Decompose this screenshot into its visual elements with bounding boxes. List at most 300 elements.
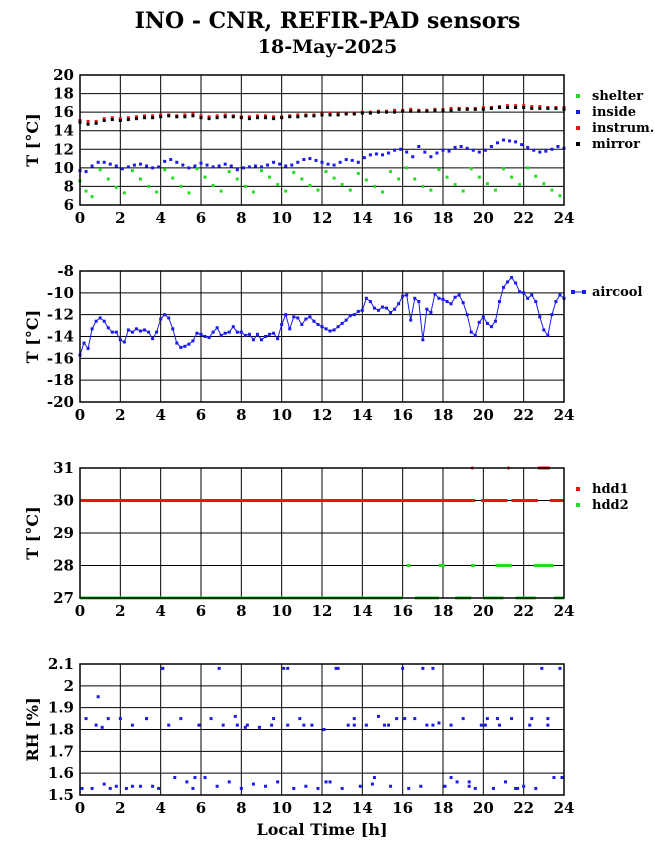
data-point xyxy=(103,119,106,122)
data-point xyxy=(393,308,396,311)
data-point xyxy=(353,717,356,720)
data-point xyxy=(300,323,303,326)
x-tick-label: 24 xyxy=(553,799,575,817)
data-point xyxy=(310,724,313,727)
data-point xyxy=(302,158,305,161)
data-point xyxy=(248,117,251,120)
data-point xyxy=(373,307,376,310)
data-point xyxy=(417,145,420,148)
series-shelter xyxy=(79,166,562,198)
data-point xyxy=(381,191,384,194)
data-point xyxy=(175,161,178,164)
data-point xyxy=(429,155,432,158)
data-point xyxy=(97,161,100,164)
data-point xyxy=(135,327,138,330)
data-point xyxy=(103,320,106,323)
x-tick-label: 10 xyxy=(271,799,293,817)
data-point xyxy=(99,168,102,171)
data-point xyxy=(252,338,255,341)
data-point xyxy=(494,189,497,192)
chart-title: INO - CNR, REFIR-PAD sensors xyxy=(134,8,521,34)
data-point xyxy=(123,191,126,194)
data-point xyxy=(159,115,162,118)
data-point xyxy=(252,191,255,194)
data-point xyxy=(232,115,235,118)
legend-marker xyxy=(582,290,586,294)
data-point xyxy=(413,717,416,720)
y-tick-label: 29 xyxy=(53,524,74,542)
data-point xyxy=(115,165,118,168)
y-tick-label: 2.1 xyxy=(47,655,74,673)
data-point xyxy=(357,161,360,164)
data-point xyxy=(480,724,483,727)
data-point xyxy=(544,150,547,153)
data-point xyxy=(300,178,303,181)
data-point xyxy=(91,195,94,198)
data-point xyxy=(200,162,203,165)
data-point xyxy=(361,309,364,312)
data-point xyxy=(522,291,525,294)
data-point xyxy=(333,177,336,180)
data-point xyxy=(210,717,213,720)
data-point xyxy=(314,159,317,162)
data-point xyxy=(345,113,348,116)
legend-marker xyxy=(576,503,580,507)
data-point xyxy=(532,149,535,152)
data-point xyxy=(550,148,553,151)
data-point xyxy=(506,106,509,109)
data-point xyxy=(369,153,372,156)
data-point xyxy=(204,776,207,779)
data-point xyxy=(163,168,166,171)
x-tick-label: 22 xyxy=(513,406,535,424)
data-point xyxy=(558,194,561,197)
data-point xyxy=(183,345,186,348)
data-point xyxy=(139,163,142,166)
data-point xyxy=(95,724,98,727)
data-point xyxy=(268,176,271,179)
x-tick-label: 10 xyxy=(271,602,293,620)
data-point xyxy=(401,110,404,113)
data-point xyxy=(244,185,247,188)
data-point xyxy=(127,118,130,121)
data-point xyxy=(373,776,376,779)
data-point xyxy=(232,325,235,328)
data-point xyxy=(127,165,130,168)
data-point xyxy=(200,333,203,336)
data-point xyxy=(514,106,517,109)
data-point xyxy=(450,302,453,305)
data-point xyxy=(462,717,465,720)
data-point xyxy=(401,667,404,670)
data-point xyxy=(373,185,376,188)
x-tick-label: 16 xyxy=(392,799,414,817)
data-point xyxy=(99,316,102,319)
data-point xyxy=(85,717,88,720)
data-point xyxy=(558,294,561,297)
data-point xyxy=(220,334,223,337)
data-point xyxy=(484,724,487,727)
data-point xyxy=(383,724,386,727)
data-point xyxy=(228,780,231,783)
data-point xyxy=(478,151,481,154)
y-tick-label: 14 xyxy=(53,121,74,140)
data-point xyxy=(405,294,408,297)
data-point xyxy=(337,667,340,670)
data-point xyxy=(474,108,477,111)
data-point xyxy=(264,335,267,338)
data-point xyxy=(236,168,239,171)
data-point xyxy=(470,167,473,170)
data-point xyxy=(496,141,499,144)
data-point xyxy=(260,165,263,168)
data-point xyxy=(375,152,378,155)
data-point xyxy=(490,325,493,328)
x-tick-label: 20 xyxy=(472,602,494,620)
data-point xyxy=(212,184,215,187)
data-point xyxy=(111,118,114,121)
data-point xyxy=(218,165,221,168)
data-point xyxy=(171,327,174,330)
legend-marker xyxy=(576,94,580,98)
x-tick-label: 16 xyxy=(392,406,414,424)
data-point xyxy=(131,169,134,172)
data-point xyxy=(115,186,118,189)
data-point xyxy=(87,123,90,126)
data-point xyxy=(466,108,469,111)
data-point xyxy=(304,114,307,117)
data-point xyxy=(530,717,533,720)
data-point xyxy=(351,159,354,162)
data-point xyxy=(431,667,434,670)
data-point xyxy=(264,116,267,119)
x-tick-label: 8 xyxy=(236,602,247,620)
data-point xyxy=(429,311,432,314)
data-point xyxy=(212,165,215,168)
data-point xyxy=(228,331,231,334)
data-point xyxy=(169,158,172,161)
data-point xyxy=(298,717,301,720)
data-point xyxy=(359,785,362,788)
data-point xyxy=(357,310,360,313)
data-point xyxy=(220,190,223,193)
data-point xyxy=(193,165,196,168)
data-point xyxy=(83,342,86,345)
data-point xyxy=(472,149,475,152)
legend-marker xyxy=(576,487,580,491)
data-point xyxy=(538,315,541,318)
x-tick-label: 0 xyxy=(74,406,86,424)
data-point xyxy=(526,146,529,149)
x-tick-label: 18 xyxy=(432,602,454,620)
data-point xyxy=(296,316,299,319)
data-point xyxy=(518,290,521,293)
data-point xyxy=(135,117,138,120)
data-point xyxy=(387,152,390,155)
data-point xyxy=(365,297,368,300)
data-point xyxy=(333,164,336,167)
data-point xyxy=(321,325,324,328)
y-tick-label: -8 xyxy=(57,262,74,280)
data-point xyxy=(175,342,178,345)
data-point xyxy=(522,785,525,788)
y-axis-label: T [°C] xyxy=(23,113,42,167)
data-point xyxy=(244,726,247,729)
data-point xyxy=(185,780,188,783)
data-point xyxy=(179,185,182,188)
y-tick-label: -14 xyxy=(46,327,74,346)
data-point xyxy=(341,183,344,186)
data-point xyxy=(115,331,118,334)
data-point xyxy=(179,346,182,349)
data-point xyxy=(151,785,154,788)
data-point xyxy=(304,318,307,321)
data-point xyxy=(329,330,332,333)
data-point xyxy=(385,111,388,114)
data-point xyxy=(377,111,380,114)
data-point xyxy=(308,184,311,187)
data-point xyxy=(145,717,148,720)
data-point xyxy=(349,314,352,317)
data-point xyxy=(538,151,541,154)
data-point xyxy=(87,120,90,123)
data-point xyxy=(139,178,142,181)
data-point xyxy=(429,189,432,192)
data-point xyxy=(115,785,118,788)
data-point xyxy=(526,166,529,169)
data-point xyxy=(272,332,275,335)
data-point xyxy=(323,728,326,731)
data-point xyxy=(312,320,315,323)
y-tick-label: 1.8 xyxy=(47,720,74,739)
data-point xyxy=(312,114,315,117)
x-tick-label: 0 xyxy=(74,209,86,227)
chart-panel-3 xyxy=(23,459,629,620)
data-point xyxy=(337,325,340,328)
data-point xyxy=(333,328,336,331)
data-point xyxy=(389,170,392,173)
x-tick-label: 18 xyxy=(432,799,454,817)
data-point xyxy=(119,338,122,341)
data-point xyxy=(349,189,352,192)
x-tick-label: 4 xyxy=(155,406,166,424)
data-point xyxy=(252,783,255,786)
data-point xyxy=(167,724,170,727)
data-point xyxy=(381,306,384,309)
data-point xyxy=(236,331,239,334)
data-point xyxy=(456,780,459,783)
legend-label: instrum. xyxy=(592,121,655,136)
data-point xyxy=(546,107,549,110)
data-point xyxy=(242,166,245,169)
y-tick-label: 20 xyxy=(53,66,74,84)
data-point xyxy=(470,331,473,334)
x-tick-label: 4 xyxy=(155,799,166,817)
legend-label: inside xyxy=(592,105,637,120)
data-point xyxy=(321,113,324,116)
data-point xyxy=(518,183,521,186)
data-point xyxy=(353,724,356,727)
data-point xyxy=(381,153,384,156)
data-point xyxy=(321,161,324,164)
data-point xyxy=(325,327,328,330)
data-point xyxy=(530,107,533,110)
data-point xyxy=(534,175,537,178)
data-point xyxy=(486,717,489,720)
x-tick-label: 22 xyxy=(513,602,535,620)
x-tick-label: 20 xyxy=(472,406,494,424)
x-tick-label: 22 xyxy=(513,799,535,817)
data-point xyxy=(91,787,94,790)
data-point xyxy=(411,155,414,158)
data-point xyxy=(377,715,380,718)
x-tick-label: 8 xyxy=(236,799,247,817)
data-point xyxy=(393,149,396,152)
data-point xyxy=(107,717,110,720)
data-point xyxy=(478,321,481,324)
data-point xyxy=(369,300,372,303)
data-point xyxy=(462,190,465,193)
data-point xyxy=(145,165,148,168)
data-point xyxy=(552,776,555,779)
data-point xyxy=(147,331,150,334)
data-point xyxy=(284,165,287,168)
legend-marker xyxy=(571,290,575,294)
data-point xyxy=(482,315,485,318)
data-point xyxy=(179,717,182,720)
x-tick-label: 12 xyxy=(311,799,333,817)
data-point xyxy=(204,176,207,179)
data-point xyxy=(492,787,495,790)
x-tick-label: 14 xyxy=(351,406,373,424)
data-point xyxy=(510,717,513,720)
data-point xyxy=(260,338,263,341)
data-point xyxy=(421,667,424,670)
y-tick-label: 8 xyxy=(63,177,74,196)
data-point xyxy=(437,297,440,300)
x-axis-label: Local Time [h] xyxy=(256,820,388,839)
data-point xyxy=(240,116,243,119)
data-point xyxy=(208,117,211,120)
data-point xyxy=(290,164,293,167)
data-point xyxy=(446,300,449,303)
data-point xyxy=(218,667,221,670)
data-point xyxy=(502,167,505,170)
y-tick-label: 1.5 xyxy=(47,786,74,804)
data-point xyxy=(240,331,243,334)
data-point xyxy=(466,147,469,150)
data-point xyxy=(191,114,194,117)
data-point xyxy=(228,170,231,173)
data-point xyxy=(504,780,507,783)
legend-label: mirror xyxy=(592,137,640,152)
data-point xyxy=(272,117,275,120)
data-point xyxy=(538,107,541,110)
data-point xyxy=(270,724,273,727)
data-point xyxy=(444,785,447,788)
data-point xyxy=(534,787,537,790)
data-point xyxy=(292,787,295,790)
data-point xyxy=(95,320,98,323)
data-point xyxy=(417,300,420,303)
data-point xyxy=(286,724,289,727)
data-point xyxy=(222,724,225,727)
data-point xyxy=(409,319,412,322)
chart-panel-1 xyxy=(23,66,654,227)
data-point xyxy=(224,163,227,166)
data-point xyxy=(167,114,170,117)
x-tick-label: 12 xyxy=(311,602,333,620)
x-tick-label: 18 xyxy=(432,209,454,227)
data-point xyxy=(486,182,489,185)
data-point xyxy=(121,167,124,170)
y-tick-label: 10 xyxy=(53,158,74,177)
data-point xyxy=(345,319,348,322)
x-tick-label: 4 xyxy=(155,209,166,227)
y-tick-label: 27 xyxy=(53,589,74,607)
data-point xyxy=(187,166,190,169)
data-point xyxy=(534,300,537,303)
data-point xyxy=(385,307,388,310)
data-point xyxy=(437,721,440,724)
y-tick-label: 16 xyxy=(53,103,74,122)
data-point xyxy=(530,294,533,297)
data-point xyxy=(119,717,122,720)
data-point xyxy=(560,776,563,779)
data-point xyxy=(151,166,154,169)
data-point xyxy=(482,108,485,111)
data-point xyxy=(425,724,428,727)
y-tick-label: 6 xyxy=(63,196,74,214)
data-point xyxy=(236,178,239,181)
data-point xyxy=(397,302,400,305)
data-point xyxy=(494,320,497,323)
legend-label: hdd1 xyxy=(592,482,629,497)
data-point xyxy=(425,308,428,311)
y-tick-label: -20 xyxy=(46,393,74,411)
data-point xyxy=(296,161,299,164)
data-point xyxy=(107,326,110,329)
data-point xyxy=(197,724,200,727)
data-point xyxy=(486,322,489,325)
data-point xyxy=(195,332,198,335)
data-point xyxy=(510,176,513,179)
data-point xyxy=(143,116,146,119)
data-point xyxy=(508,139,511,142)
x-tick-label: 14 xyxy=(351,209,373,227)
data-point xyxy=(433,109,436,112)
data-point xyxy=(200,116,203,119)
data-point xyxy=(123,340,126,343)
data-point xyxy=(308,157,311,160)
data-point xyxy=(458,294,461,297)
data-point xyxy=(183,115,186,118)
data-point xyxy=(506,280,509,283)
data-point xyxy=(266,164,269,167)
y-tick-label: 1.6 xyxy=(47,764,74,783)
y-tick-label: -18 xyxy=(46,371,74,390)
x-tick-label: 20 xyxy=(472,799,494,817)
data-point xyxy=(339,161,342,164)
data-point xyxy=(191,339,194,342)
data-point xyxy=(399,148,402,151)
data-point xyxy=(458,108,461,111)
x-tick-label: 8 xyxy=(236,209,247,227)
data-point xyxy=(216,785,219,788)
data-point xyxy=(316,323,319,326)
data-point xyxy=(442,149,445,152)
data-point xyxy=(514,282,517,285)
